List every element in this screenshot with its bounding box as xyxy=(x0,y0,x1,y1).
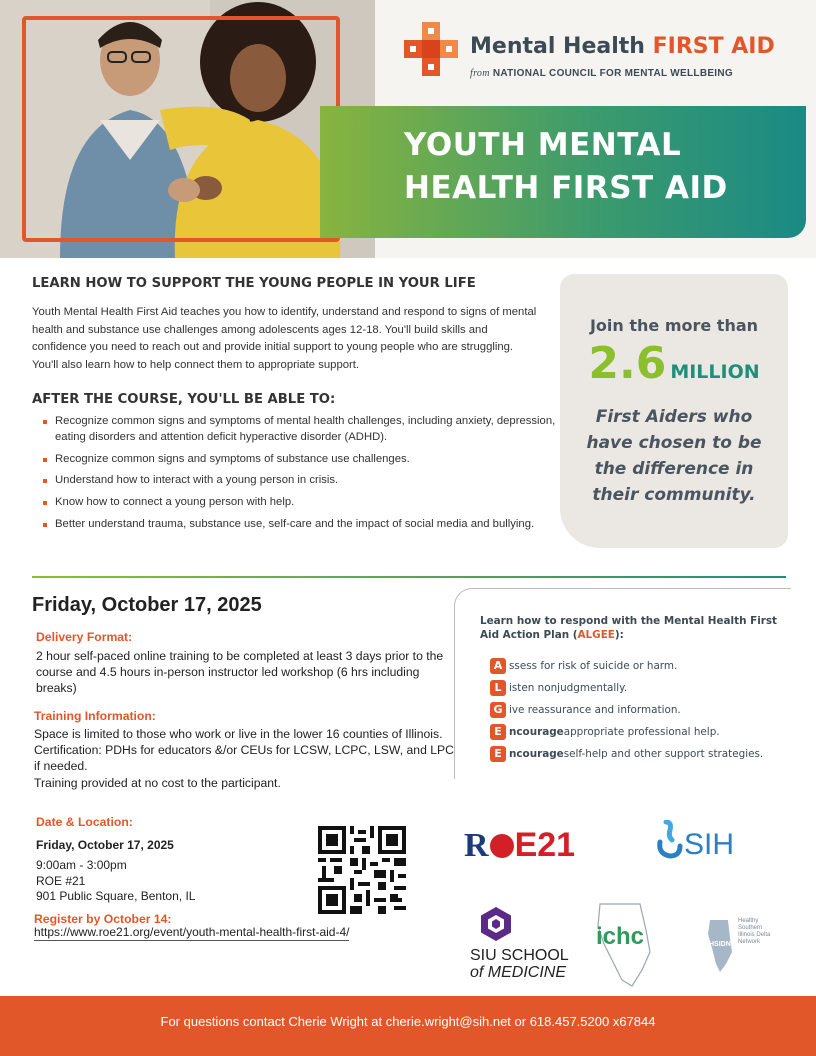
algee-letter: E xyxy=(490,746,506,762)
sih-logo xyxy=(654,820,734,862)
algee-step xyxy=(490,699,763,721)
outcomes-heading: AFTER THE COURSE, YOU'LL BE ABLE TO: xyxy=(32,392,336,407)
outcome-item: Know how to connect a young person with help. xyxy=(40,495,560,511)
algee-step xyxy=(490,721,763,743)
outcome-item: Recognize common signs and symptoms of substance use challenges. xyxy=(40,452,560,468)
algee-heading-end: ): xyxy=(614,629,624,641)
algee-step-text: ssess for risk of suicide or harm. xyxy=(509,660,678,672)
footer-contact: For questions contact Cherie Wright at cherie.wright@sih.net or 618.457.5200 x67844 xyxy=(160,1014,656,1029)
training-label: Training Information: xyxy=(34,709,156,723)
outcome-item: Better understand trauma, substance use, self-care and the impact of social media and bullying. xyxy=(40,517,560,533)
apple-icon xyxy=(490,834,514,858)
stat-number-unit: MILLION xyxy=(670,361,760,383)
training-text xyxy=(34,726,454,791)
page-title-line1: YOUTH MENTAL xyxy=(404,127,682,163)
location-time: 9:00am - 3:00pm xyxy=(36,858,127,872)
roe21-logo xyxy=(464,826,575,865)
algee-steps xyxy=(490,655,763,765)
logo-org: NATIONAL COUNCIL FOR MENTAL WELLBEING xyxy=(492,68,733,79)
siu-hexagon-icon xyxy=(478,906,514,942)
algee-letter: E xyxy=(490,724,506,740)
delivery-label: Delivery Format: xyxy=(36,630,133,644)
ichc-logo-text: ichc xyxy=(596,923,645,950)
register-label: Register by October 14: xyxy=(34,912,172,926)
delivery-text: 2 hour self-paced online training to be completed at least 3 days prior to the course and 4.5 hours in-person instructor led workshop (6 hrs including breaks) xyxy=(36,649,444,696)
logo-name-accent: FIRST AID xyxy=(652,34,775,59)
event-date-heading: Friday, October 17, 2025 xyxy=(32,594,262,616)
stat-number xyxy=(560,338,788,389)
outcomes-list xyxy=(40,414,560,539)
roe21-logo-r: R xyxy=(464,827,489,864)
training-line: Space is limited to those who work or live in the lower 16 counties of Illinois. Certification: PDHs for educators &/or CEUs for LCSW, LCPC, LSW, and LPC if needed. xyxy=(34,727,454,774)
intro-heading: LEARN HOW TO SUPPORT THE YOUNG PEOPLE IN YOUR LIFE xyxy=(32,276,476,291)
page-title xyxy=(404,124,804,210)
stat-text: First Aiders who have chosen to be the difference in their community. xyxy=(586,407,762,505)
stat-number-value: 2.6 xyxy=(588,338,667,389)
algee-step xyxy=(490,655,763,677)
qr-code[interactable] xyxy=(318,826,406,914)
algee-heading xyxy=(480,614,785,642)
algee-acronym: ALGEE xyxy=(577,629,615,641)
hsidn-badge-text: HSIDN xyxy=(709,941,731,948)
outcome-item: Recognize common signs and symptoms of mental health challenges, including anxiety, depression, eating disorders and attention deficit hyperactive disorder (ADHD). xyxy=(40,414,560,446)
hsidn-logo-text: Healthy Southern Illinois Delta Network xyxy=(738,918,771,945)
location-details xyxy=(36,858,195,905)
algee-step-text: self-help and other support strategies. xyxy=(563,748,764,760)
sih-logo-text: SIH xyxy=(684,828,735,861)
location-date: Friday, October 17, 2025 xyxy=(36,838,174,852)
hsidn-map-icon xyxy=(706,918,736,974)
algee-step-strong: ncourage xyxy=(509,748,564,760)
ichc-logo xyxy=(588,900,668,990)
sih-logo-icon xyxy=(654,820,684,860)
algee-letter: G xyxy=(490,702,506,718)
algee-step-text: appropriate professional help. xyxy=(563,726,720,738)
intro-paragraph: Youth Mental Health First Aid teaches you how to identify, understand and respond to signs of mental health and substance use challenges among adolescents ages 12-18. You'll build skills and confidence you need to reach out and provide initial support to young people who are struggling. You'll also learn how to help connect them to appropriate support. xyxy=(32,306,537,371)
algee-step-strong: ncourage xyxy=(509,726,564,738)
siu-logo-line2: of MEDICINE xyxy=(470,964,567,981)
algee-letter: L xyxy=(490,680,506,696)
location-place: ROE #21 xyxy=(36,873,86,888)
location-address: 901 Public Square, Benton, IL xyxy=(36,889,196,903)
siu-logo-line1: SIU SCHOOL xyxy=(470,947,569,964)
outcome-item: Understand how to interact with a young person in crisis. xyxy=(40,473,560,489)
algee-step xyxy=(490,677,763,699)
algee-heading-text: Learn how to respond with the Mental Health First Aid Action Plan ( xyxy=(480,615,778,641)
location-label: Date & Location: xyxy=(36,815,133,829)
ichc-map-outline xyxy=(588,900,668,990)
siu-medicine-logo xyxy=(470,906,570,981)
mhfa-logo-icon xyxy=(404,22,458,76)
section-divider xyxy=(32,576,786,578)
hsidn-logo xyxy=(706,918,786,978)
training-line: Training provided at no cost to the participant. xyxy=(34,775,281,790)
page-title-line2: HEALTH FIRST AID xyxy=(404,170,728,206)
logo-from: from xyxy=(470,68,490,79)
stat-lead: Join the more than xyxy=(589,316,759,335)
photo-frame-accent xyxy=(22,16,340,242)
algee-step-text: isten nonjudgmentally. xyxy=(509,682,628,694)
mhfa-logo-wordmark xyxy=(470,34,775,59)
logo-subtitle xyxy=(470,68,733,79)
roe21-logo-number: E21 xyxy=(514,826,576,864)
logo-name-main: Mental Health xyxy=(470,34,645,59)
algee-step-text: ive reassurance and information. xyxy=(509,704,681,716)
algee-letter: A xyxy=(490,658,506,674)
register-link[interactable]: https://www.roe21.org/event/youth-mental-health-first-aid-4/ xyxy=(34,925,350,939)
algee-step xyxy=(490,743,763,765)
